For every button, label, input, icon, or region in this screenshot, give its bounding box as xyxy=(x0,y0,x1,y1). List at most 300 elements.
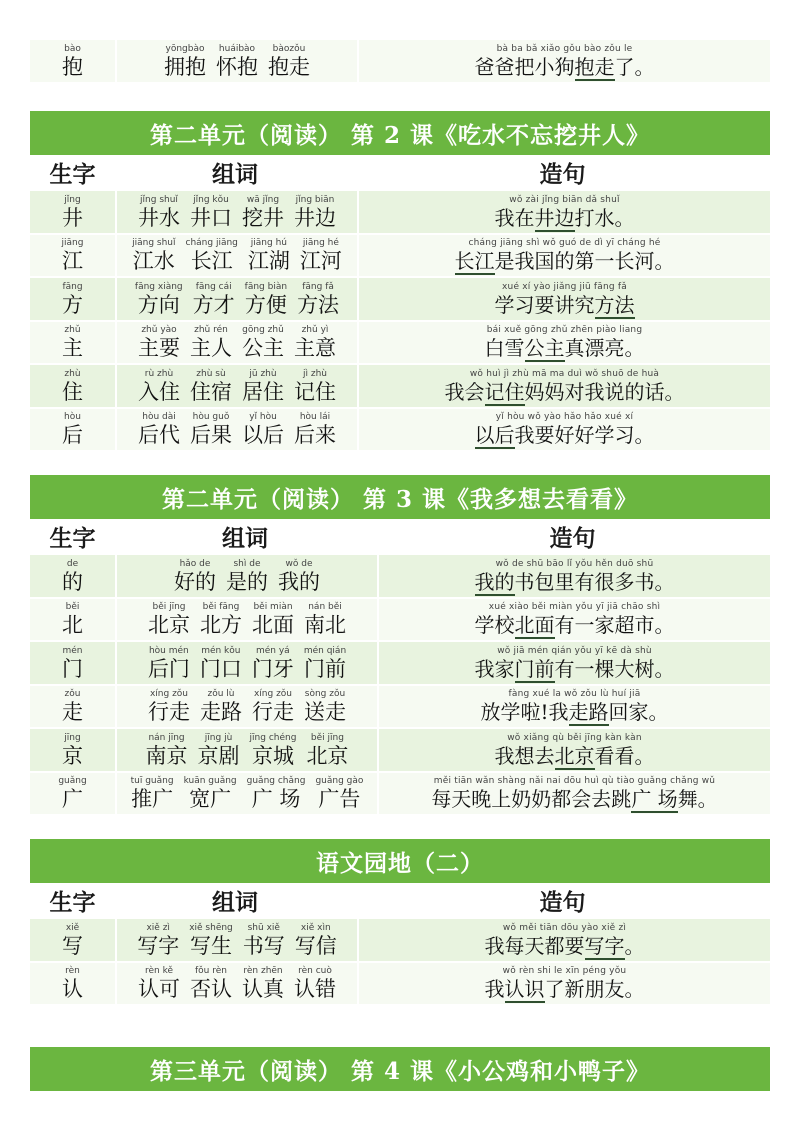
word-pinyin: shì de xyxy=(233,558,261,569)
word xyxy=(300,238,342,274)
word xyxy=(138,325,180,361)
word xyxy=(294,325,336,361)
word xyxy=(252,602,294,638)
word-pinyin: rèn kě xyxy=(144,966,174,976)
word-pinyin: běi miàn xyxy=(253,602,293,612)
word-pinyin: yōngbào xyxy=(165,43,205,54)
word-pinyin: rèn cuò xyxy=(298,966,332,976)
sentence-pinyin: měi tiān wǎn shàng nǎi nai dōu huì qù tiào guǎng chǎng wǔ xyxy=(433,776,716,786)
table-row xyxy=(30,553,770,597)
sentence-underlined: 记住 xyxy=(484,379,525,404)
sentence-pinyin: bà ba bǎ xiǎo gǒu bào zǒu le xyxy=(496,43,633,54)
word-text: 京剧 xyxy=(197,743,240,768)
char-pinyin: fāng xyxy=(62,281,83,292)
sentence-cell xyxy=(359,365,770,407)
word-pinyin: wā jǐng xyxy=(246,194,280,205)
sentence-pinyin: wǒ xiǎng qù běi jīng kàn kàn xyxy=(507,732,642,743)
sentence-pre: 放学啦!我 xyxy=(480,700,569,724)
word-text: 长江 xyxy=(190,249,233,273)
word-pinyin: fāng cái xyxy=(195,281,232,292)
word-pinyin: nán jīng xyxy=(148,732,185,743)
char-pinyin: zhǔ xyxy=(64,325,81,335)
sentence-post: 有一棵大树。 xyxy=(554,656,675,681)
sentence-underlined: 走路 xyxy=(568,700,609,724)
word-pinyin: huáibào xyxy=(218,43,256,54)
word-text: 挖井 xyxy=(242,205,284,230)
word-pinyin: zhù sù xyxy=(196,368,226,379)
char-cell xyxy=(30,599,117,641)
sentence-pinyin: yǐ hòu wǒ yào hǎo hǎo xué xí xyxy=(495,412,634,422)
sentence-underlined: 我的 xyxy=(474,569,515,594)
word xyxy=(138,195,180,231)
sentence xyxy=(475,422,655,448)
word-text: 京城 xyxy=(251,743,294,768)
word-list xyxy=(138,966,336,1002)
words-cell xyxy=(117,322,359,364)
word-text: 公主 xyxy=(242,336,284,360)
word-text: 井边 xyxy=(294,205,336,230)
lesson-3-table xyxy=(30,475,770,814)
word-pinyin: jīng chéng xyxy=(249,732,297,743)
char-cell xyxy=(30,642,117,684)
word-pinyin: hòu dài xyxy=(142,412,176,422)
word-pinyin: hòu mén xyxy=(148,645,189,656)
word-text: 后门 xyxy=(147,656,190,681)
word xyxy=(278,559,320,595)
word xyxy=(184,776,237,812)
sentence-cell xyxy=(359,963,770,1005)
word-text: 方向 xyxy=(137,292,180,317)
char-pinyin: rèn xyxy=(65,966,80,976)
words-cell xyxy=(117,919,359,961)
word-text: 后来 xyxy=(294,423,336,447)
word-pinyin: yǐ hòu xyxy=(249,412,277,422)
word-text: 江河 xyxy=(299,249,342,273)
char-pinyin: hòu xyxy=(64,412,81,422)
word xyxy=(250,733,297,769)
word-text: 南北 xyxy=(304,613,346,637)
word-pinyin: jiāng hé xyxy=(302,238,339,248)
table-row xyxy=(30,276,770,320)
word-text: 后代 xyxy=(138,423,180,447)
header-words: 组词 xyxy=(222,524,268,552)
table-row xyxy=(30,597,770,641)
lesson-4-table xyxy=(30,1047,770,1091)
word-list xyxy=(148,602,346,638)
word-pinyin: xíng zǒu xyxy=(253,689,293,699)
word-pinyin: gōng zhǔ xyxy=(242,325,284,335)
sentence xyxy=(475,612,675,638)
top-partial-table xyxy=(30,40,770,82)
section-title: 语文园地（二） xyxy=(30,839,770,883)
sentence-underlined: 长江 xyxy=(454,249,495,273)
header-sentence: 造句 xyxy=(539,160,586,188)
word-text: 北方 xyxy=(200,613,242,637)
header-char: 生字 xyxy=(49,888,96,916)
sentence-cell xyxy=(379,773,770,815)
sentence xyxy=(475,54,655,80)
word-pinyin: sòng zǒu xyxy=(304,689,346,699)
char: 走 xyxy=(62,700,83,724)
word-pinyin: wǒ de xyxy=(285,558,313,569)
word-pinyin: jū zhù xyxy=(249,368,277,379)
word-list xyxy=(135,282,339,318)
word xyxy=(146,733,188,769)
char: 江 xyxy=(62,249,83,273)
word xyxy=(268,44,310,80)
word xyxy=(295,923,337,959)
sentence-underlined: 写字 xyxy=(584,933,625,958)
word-text: 广 场 xyxy=(251,787,301,811)
word xyxy=(164,44,206,80)
word-text: 抱走 xyxy=(268,54,310,79)
char: 的 xyxy=(62,569,83,594)
lesson-2-table xyxy=(30,111,770,450)
word-text: 江水 xyxy=(132,249,175,273)
sentence-pinyin: wǒ rèn shi le xīn péng yǒu xyxy=(502,966,627,976)
sentence-pinyin: wǒ měi tiān dōu yào xiě zì xyxy=(502,922,627,933)
sentence-cell xyxy=(359,919,770,961)
words-cell xyxy=(117,555,379,597)
word-text: 推广 xyxy=(131,787,174,811)
word-text: 行走 xyxy=(148,700,190,724)
word xyxy=(186,238,238,274)
word xyxy=(252,646,294,682)
word-pinyin: běi jīng xyxy=(152,602,186,612)
sentence xyxy=(455,248,675,274)
word-text: 门牙 xyxy=(251,656,294,681)
word xyxy=(138,412,180,448)
word-text: 住宿 xyxy=(190,379,232,404)
char-pinyin: zhù xyxy=(64,368,81,379)
word-pinyin: nán běi xyxy=(308,602,342,612)
word-text: 入住 xyxy=(138,379,180,404)
sentence-post: 是我国的第一长河。 xyxy=(494,249,675,273)
sentence-post: 书包里有很多书。 xyxy=(514,569,675,594)
sentence xyxy=(475,656,675,682)
sentence-underlined: 认识 xyxy=(504,977,545,1001)
word-pinyin: guǎng chǎng xyxy=(246,776,306,786)
sentence-underlined: 北京 xyxy=(554,743,595,768)
word-text: 否认 xyxy=(190,977,232,1001)
char-cell xyxy=(30,409,117,451)
word-pinyin: běi fāng xyxy=(202,602,240,612)
word xyxy=(138,966,180,1002)
word xyxy=(174,559,216,595)
word-text: 门前 xyxy=(304,656,346,681)
table-row xyxy=(30,40,770,82)
word xyxy=(242,966,284,1002)
word xyxy=(200,602,242,638)
sentence xyxy=(480,699,668,725)
word-list xyxy=(132,238,342,274)
sentence-pre: 爸爸把小狗 xyxy=(474,54,575,79)
char: 方 xyxy=(62,292,83,317)
garden-2-table xyxy=(30,839,770,1004)
word-text: 走路 xyxy=(200,700,242,724)
char: 写 xyxy=(62,933,83,958)
word-text: 写生 xyxy=(189,933,232,958)
table-row xyxy=(30,233,770,277)
word-pinyin: xiě zì xyxy=(146,922,170,933)
word-list xyxy=(174,559,320,595)
word-text: 江湖 xyxy=(247,249,290,273)
word-pinyin: zǒu lù xyxy=(207,689,235,699)
char-cell xyxy=(30,278,117,320)
sentence-cell xyxy=(379,686,770,728)
word-text: 怀抱 xyxy=(216,54,258,79)
sentence-pinyin: bái xuě gōng zhǔ zhēn piào liang xyxy=(486,325,643,335)
word-list xyxy=(131,776,364,812)
sentence xyxy=(495,743,655,769)
table-header xyxy=(30,519,770,553)
sentence-pinyin: wǒ de shū bāo lǐ yǒu hěn duō shū xyxy=(495,558,654,569)
word-text: 方法 xyxy=(297,292,340,317)
word-pinyin: guǎng gào xyxy=(315,776,364,786)
word xyxy=(131,776,174,812)
sentence-underlined: 以后 xyxy=(474,423,515,447)
char-pinyin: de xyxy=(66,558,79,569)
sentence-cell xyxy=(359,191,770,233)
word-pinyin: zhǔ yào xyxy=(141,325,177,335)
word-pinyin: jǐng biān xyxy=(295,194,335,205)
word xyxy=(294,966,336,1002)
char-pinyin: mén xyxy=(62,645,83,656)
word xyxy=(190,369,232,405)
word-pinyin: tuī guǎng xyxy=(130,776,174,786)
words-cell xyxy=(117,642,379,684)
char-cell xyxy=(30,235,117,277)
sentence-underlined: 方法 xyxy=(594,292,635,317)
sentence-pinyin: wǒ jiā mén qián yǒu yī kē dà shù xyxy=(497,645,652,656)
char: 住 xyxy=(62,379,83,404)
sentence-pinyin: xué xí yào jiǎng jiū fāng fǎ xyxy=(502,281,627,292)
word-text: 主要 xyxy=(138,336,180,360)
words-cell xyxy=(117,729,379,771)
sentence-underlined: 抱走 xyxy=(574,54,615,79)
word-text: 北京 xyxy=(148,613,190,637)
word xyxy=(132,238,175,274)
sentence-pinyin: wǒ zài jǐng biān dǎ shuǐ xyxy=(509,194,620,205)
sentence-underlined: 北面 xyxy=(514,613,555,637)
word xyxy=(247,776,306,812)
word-pinyin: fāng fǎ xyxy=(302,281,334,292)
word-pinyin: xiě xìn xyxy=(300,922,331,933)
sentence-cell xyxy=(359,409,770,451)
sentence-post: 回家。 xyxy=(608,700,669,724)
word-text: 门口 xyxy=(199,656,242,681)
word-pinyin: hòu lái xyxy=(299,412,331,422)
word-text: 宽广 xyxy=(189,787,232,811)
sentence-cell xyxy=(359,235,770,277)
header-char: 生字 xyxy=(49,160,96,188)
word-pinyin: mén kǒu xyxy=(201,645,241,656)
sentence-pre: 学校 xyxy=(474,613,515,637)
char: 认 xyxy=(62,977,83,1001)
word-text: 是的 xyxy=(226,569,268,594)
sentence-post: 了。 xyxy=(614,54,655,79)
word-list xyxy=(146,733,349,769)
word-list xyxy=(138,369,336,405)
char-pinyin: guǎng xyxy=(58,776,87,786)
sentence-post: 打水。 xyxy=(574,205,635,230)
sentence-post: 舞。 xyxy=(677,787,718,811)
word-pinyin: mén yá xyxy=(255,645,290,656)
sentence-underlined: 井边 xyxy=(534,205,575,230)
word xyxy=(148,602,190,638)
word-text: 拥抱 xyxy=(164,54,206,79)
char-cell xyxy=(30,322,117,364)
table-row xyxy=(30,771,770,815)
sentence-cell xyxy=(379,555,770,597)
word-pinyin: bàozǒu xyxy=(272,43,306,54)
word-text: 写字 xyxy=(137,933,180,958)
word-text: 认错 xyxy=(294,977,336,1001)
word xyxy=(315,776,363,812)
word xyxy=(248,238,290,274)
sentence-pinyin: wǒ huì jì zhù mā ma duì wǒ shuō de huà xyxy=(469,368,660,379)
word-text: 北京 xyxy=(306,743,349,768)
word-pinyin: hǎo de xyxy=(179,558,211,569)
char-pinyin: zǒu xyxy=(64,689,81,699)
table-row xyxy=(30,189,770,233)
word-pinyin: hòu guǒ xyxy=(192,412,230,422)
char: 抱 xyxy=(62,54,83,79)
char-cell xyxy=(30,191,117,233)
word-list xyxy=(148,689,346,725)
words-cell xyxy=(117,963,359,1005)
char: 后 xyxy=(62,423,83,447)
word xyxy=(190,412,232,448)
char-cell xyxy=(30,773,117,815)
word xyxy=(190,966,232,1002)
table-row xyxy=(30,363,770,407)
sentence xyxy=(485,933,645,959)
sentence-pre: 我在 xyxy=(494,205,535,230)
char-pinyin: xiě xyxy=(65,922,80,933)
char: 京 xyxy=(62,743,83,768)
words-cell xyxy=(117,40,359,82)
char: 井 xyxy=(62,205,83,230)
sentence xyxy=(485,976,645,1002)
word-text: 主意 xyxy=(294,336,336,360)
word xyxy=(242,325,284,361)
word-text: 主人 xyxy=(190,336,232,360)
word xyxy=(200,646,242,682)
words-cell xyxy=(117,409,359,451)
word xyxy=(200,689,242,725)
sentence xyxy=(485,335,645,361)
word-text: 认可 xyxy=(138,977,180,1001)
word-text: 记住 xyxy=(294,379,336,404)
word-list xyxy=(138,325,336,361)
word-pinyin: shū xiě xyxy=(247,922,280,933)
word-pinyin: jīng jù xyxy=(204,732,233,743)
char-pinyin: jǐng xyxy=(64,194,81,205)
table-row xyxy=(30,961,770,1005)
word-list xyxy=(137,923,337,959)
sentence-pre: 我家 xyxy=(474,656,515,681)
sentence-cell xyxy=(379,729,770,771)
word-list xyxy=(164,44,310,80)
word xyxy=(304,689,346,725)
word-pinyin: kuān guǎng xyxy=(183,776,237,786)
sentence-cell xyxy=(359,40,770,82)
word-pinyin: jiāng hú xyxy=(250,238,287,248)
word xyxy=(304,602,346,638)
char-cell xyxy=(30,963,117,1005)
header-char: 生字 xyxy=(49,524,96,552)
word xyxy=(135,282,183,318)
word xyxy=(137,923,179,959)
char-cell xyxy=(30,729,117,771)
sentence-pre: 我 xyxy=(484,977,505,1001)
char-pinyin: jīng xyxy=(64,732,81,743)
word-text: 认真 xyxy=(242,977,284,1001)
word xyxy=(252,689,294,725)
sentence-pre: 我每天都要 xyxy=(484,933,585,958)
char: 广 xyxy=(61,787,83,811)
section-title: 第二单元（阅读） 第 3 课《我多想去看看》 xyxy=(30,475,770,519)
words-cell xyxy=(117,191,359,233)
table-header xyxy=(30,155,770,189)
sentence-pre: 白雪 xyxy=(484,336,525,360)
char-cell xyxy=(30,365,117,407)
word-text: 我的 xyxy=(278,569,320,594)
table-row xyxy=(30,684,770,728)
sentence xyxy=(431,786,717,812)
sentence xyxy=(475,569,675,595)
word xyxy=(243,923,285,959)
table-row xyxy=(30,320,770,364)
word-list xyxy=(148,646,346,682)
word-pinyin: xiě shēng xyxy=(189,922,233,933)
sentence-pre: 我想去 xyxy=(494,743,555,768)
word-text: 以后 xyxy=(242,423,284,447)
word-text: 行走 xyxy=(252,700,294,724)
char: 主 xyxy=(62,336,83,360)
char: 北 xyxy=(62,613,83,637)
sentence xyxy=(495,205,635,231)
word-text: 南京 xyxy=(145,743,188,768)
section-title: 第二单元（阅读） 第 2 课《吃水不忘挖井人》 xyxy=(30,111,770,155)
word xyxy=(242,195,284,231)
word-pinyin: běi jīng xyxy=(310,732,344,743)
table-row xyxy=(30,407,770,451)
table-row xyxy=(30,640,770,684)
sentence-cell xyxy=(359,322,770,364)
char-cell xyxy=(30,40,117,82)
words-cell xyxy=(117,599,379,641)
word-text: 北面 xyxy=(252,613,294,637)
word-pinyin: jiāng shuǐ xyxy=(132,238,176,248)
word-text: 方才 xyxy=(192,292,235,317)
word-text: 方便 xyxy=(244,292,287,317)
word-list xyxy=(138,412,336,448)
word-pinyin: jì zhù xyxy=(303,368,327,379)
word xyxy=(242,369,284,405)
word-pinyin: rù zhù xyxy=(144,368,174,379)
word-pinyin: fāng biàn xyxy=(244,281,288,292)
word xyxy=(198,733,240,769)
word xyxy=(148,646,190,682)
words-cell xyxy=(117,365,359,407)
word xyxy=(306,733,348,769)
word xyxy=(294,369,336,405)
word xyxy=(148,689,190,725)
word-pinyin: xíng zǒu xyxy=(149,689,189,699)
word xyxy=(138,369,180,405)
